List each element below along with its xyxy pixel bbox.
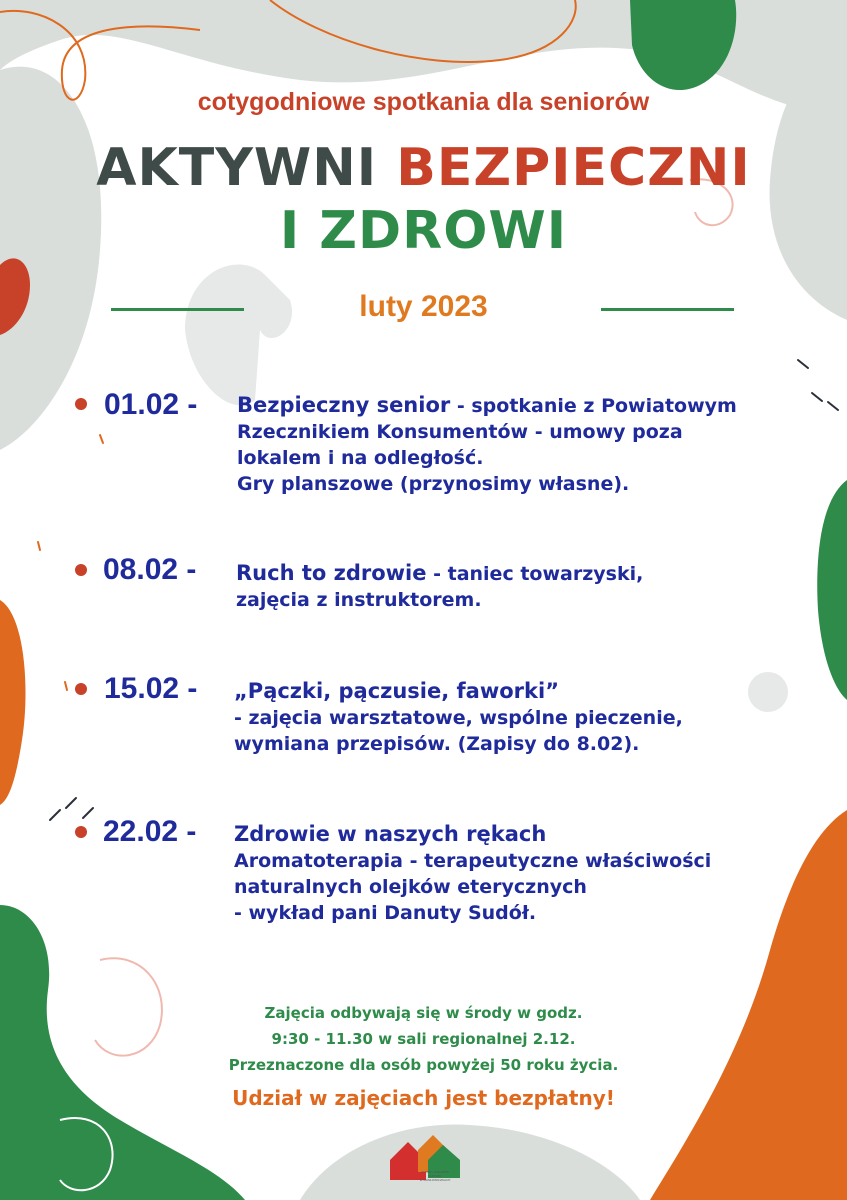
orange-ticks bbox=[38, 435, 103, 690]
grey-blob-bottom bbox=[300, 1124, 640, 1200]
bullet-dot bbox=[75, 398, 87, 410]
title-line-2: I ZDROWI bbox=[279, 201, 568, 261]
event-line: - wykład pani Danuty Sudół. bbox=[234, 902, 537, 924]
logo-caption bbox=[415, 1170, 455, 1182]
orange-blob-left bbox=[0, 600, 26, 805]
event-line: - spotkanie z Powiatowym bbox=[450, 395, 737, 417]
title-word-aktywni: AKTYWNI bbox=[96, 138, 378, 198]
event-line: zajęcia z instruktorem. bbox=[236, 589, 482, 611]
event-title: Zdrowie w naszych rękach bbox=[234, 822, 547, 846]
event-line: lokalem i na odległość. bbox=[237, 447, 484, 469]
event-line: - taniec towarzyski, bbox=[426, 563, 644, 585]
event-date: 01.02 - bbox=[104, 388, 198, 421]
event-line: Gry planszowe (przynosimy własne). bbox=[237, 473, 630, 495]
event-line: - zajęcia warsztatowe, wspólne pieczenie, bbox=[234, 707, 683, 729]
event-first-line bbox=[236, 560, 643, 587]
schedule-info bbox=[0, 1000, 847, 1078]
event-line: Rzecznikiem Konsumentów - umowy poza bbox=[237, 421, 683, 443]
event-description bbox=[237, 392, 737, 497]
event-date: 08.02 - bbox=[103, 553, 197, 586]
event-description bbox=[236, 560, 643, 613]
event-first-line bbox=[237, 392, 737, 419]
event-line: Aromatoterapia - terapeutyczne właściwości bbox=[234, 850, 712, 872]
free-participation-note: Udział w zajęciach jest bezpłatny! bbox=[232, 1086, 615, 1110]
event-title: „Pączki, pączusie, faworki” bbox=[234, 679, 559, 703]
event-description bbox=[234, 678, 683, 757]
green-blob-top-right bbox=[630, 0, 736, 90]
bullet-dot bbox=[75, 683, 87, 695]
event-date: 15.02 - bbox=[104, 672, 198, 705]
logo-caption-line: W PAWŁOWICZKACH bbox=[419, 1178, 451, 1182]
event-first-line bbox=[234, 678, 683, 705]
event-first-line bbox=[234, 821, 711, 848]
event-title: Bezpieczny senior bbox=[237, 393, 451, 417]
event-line: wymiana przepisów. (Zapisy do 8.02). bbox=[234, 733, 640, 755]
event-description bbox=[234, 821, 711, 926]
event-title: Ruch to zdrowie bbox=[236, 561, 427, 585]
bullet-dot bbox=[75, 826, 87, 838]
green-blob-right bbox=[817, 480, 847, 700]
event-date: 22.02 - bbox=[103, 815, 197, 848]
logo-caption-line: GMINNY OŚRODEK KULTURY bbox=[421, 1170, 449, 1178]
bullet-dot bbox=[75, 564, 87, 576]
info-line: Przeznaczone dla osób powyżej 50 roku życia. bbox=[228, 1056, 619, 1074]
info-line: 9:30 - 11.30 w sali regionalnej 2.12. bbox=[271, 1030, 576, 1048]
title-word-bezpieczni: BEZPIECZNI bbox=[396, 138, 751, 198]
subtitle: cotygodniowe spotkania dla seniorów bbox=[197, 88, 650, 116]
month-label: luty 2023 bbox=[359, 290, 488, 323]
event-line: naturalnych olejków eterycznych bbox=[234, 876, 587, 898]
info-line: Zajęcia odbywają się w środy w godz. bbox=[264, 1004, 583, 1022]
grey-circle-right bbox=[748, 672, 788, 712]
grey-blob-mid bbox=[185, 264, 292, 405]
